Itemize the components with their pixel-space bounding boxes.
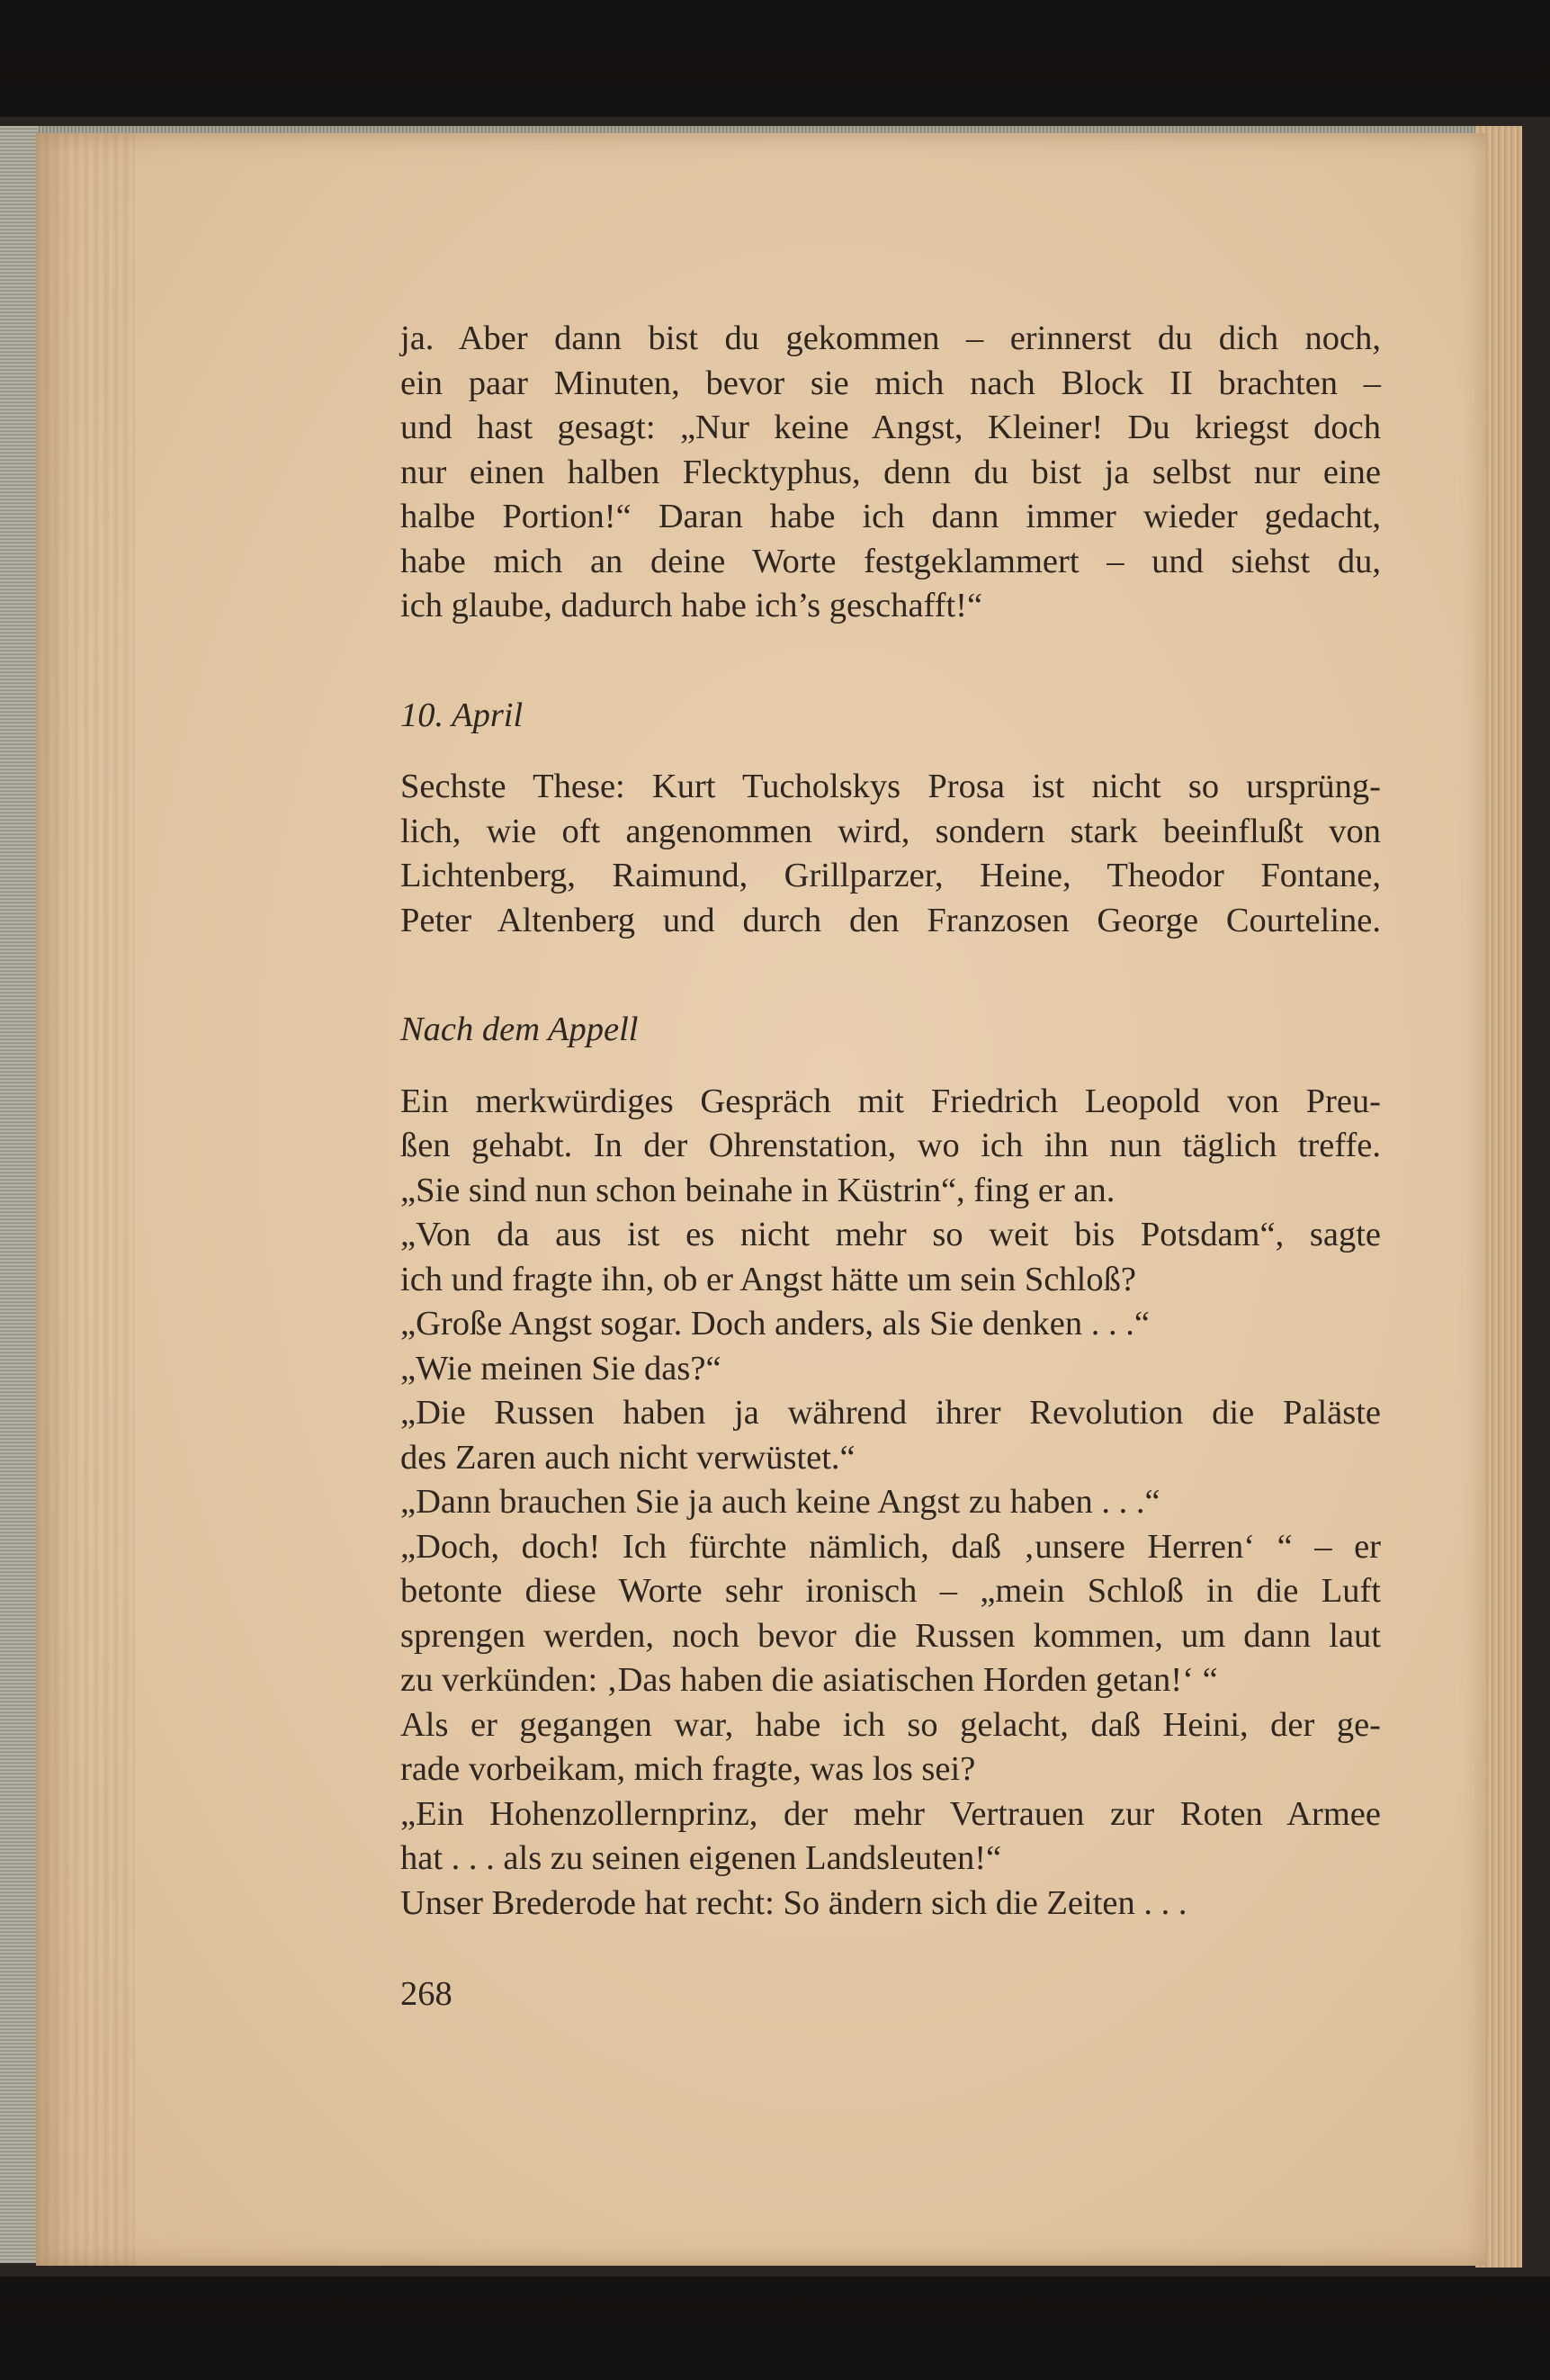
- text-line: „Wie meinen Sie das?“: [400, 1349, 721, 1388]
- page-gutter: [36, 133, 135, 2266]
- section-heading-date: 10. April: [400, 696, 524, 734]
- text-line: halbe Portion!“ Daran habe ich dann immer wieder gedacht,: [400, 498, 1381, 535]
- text-line: Sechste These: Kurt Tucholskys Prosa ist nicht so ursprüng-: [400, 768, 1381, 805]
- spine-cloth: [0, 126, 38, 2263]
- text-line: ßen gehabt. In der Ohrenstation, wo ich ihn nun täglich treffe.: [400, 1127, 1381, 1164]
- text-line: Unser Brederode hat recht: So ändern sich die Zeiten . . .: [400, 1883, 1187, 1922]
- text-line: des Zaren auch nicht verwüstet.“: [400, 1438, 856, 1477]
- text-line: Peter Altenberg und durch den Franzosen George Courteline.: [400, 901, 1381, 939]
- text-line: und hast gesagt: „Nur keine Angst, Kleiner! Du kriegst doch: [400, 409, 1381, 446]
- section-heading-appell: Nach dem Appell: [400, 1010, 639, 1048]
- text-line: Als er gegangen war, habe ich so gelacht, daß Heini, der ge-: [400, 1705, 1381, 1744]
- text-line: „Ein Hohenzollernprinz, der mehr Vertrauen zur Roten Armee: [400, 1794, 1381, 1833]
- text-line: „Die Russen haben ja während ihrer Revolution die Paläste: [400, 1394, 1381, 1432]
- text-line: zu verkünden: ‚Das haben die asiatischen Horden getan!‘ “: [400, 1661, 1218, 1699]
- page-text: [400, 317, 1381, 2017]
- text-line: hat . . . als zu seinen eigenen Landsleuten!“: [400, 1839, 1002, 1877]
- text-line: nur einen halben Flecktyphus, denn du bist ja selbst nur eine: [400, 453, 1381, 491]
- text-line: „Dann brauchen Sie ja auch keine Angst zu haben . . .“: [400, 1483, 1160, 1521]
- text-line: ein paar Minuten, bevor sie mich nach Block II brachten –: [400, 364, 1381, 402]
- text-line: betonte diese Worte sehr ironisch – „mein Schloß in die Luft: [400, 1572, 1381, 1610]
- text-line: „Doch, doch! Ich fürchte nämlich, daß ‚unsere Herren‘ “ – er: [400, 1527, 1381, 1566]
- paragraph-2: [400, 765, 1381, 943]
- text-line: sprengen werden, noch bevor die Russen kommen, um dann laut: [400, 1616, 1381, 1655]
- text-line: „Große Angst sogar. Doch anders, als Sie denken . . .“: [400, 1305, 1150, 1343]
- text-line: lich, wie oft angenommen wird, sondern stark beeinflußt von: [400, 812, 1381, 850]
- page-number: 268: [400, 1975, 452, 2013]
- paragraph-1: [400, 317, 1381, 629]
- text-line: ich und fragte ihn, ob er Angst hätte um sein Schloß?: [400, 1260, 1136, 1298]
- text-line: „Sie sind nun schon beinahe in Küstrin“, fing er an.: [400, 1171, 1115, 1209]
- text-line: Lichtenberg, Raimund, Grillparzer, Heine, Theodor Fontane,: [400, 857, 1381, 894]
- text-line: habe mich an deine Worte festgeklammert – und siehst du,: [400, 542, 1381, 580]
- text-line: „Von da aus ist es nicht mehr so weit bis Potsdam“, sagte: [400, 1216, 1381, 1253]
- text-line: ich glaube, dadurch habe ich’s geschafft!“: [400, 587, 983, 624]
- paragraph-3: [400, 1080, 1381, 1926]
- text-line: Ein merkwürdiges Gespräch mit Friedrich Leopold von Preu-: [400, 1082, 1381, 1120]
- text-line: rade vorbeikam, mich fragte, was los sei?: [400, 1750, 976, 1788]
- text-line: ja. Aber dann bist du gekommen – erinnerst du dich noch,: [400, 319, 1381, 357]
